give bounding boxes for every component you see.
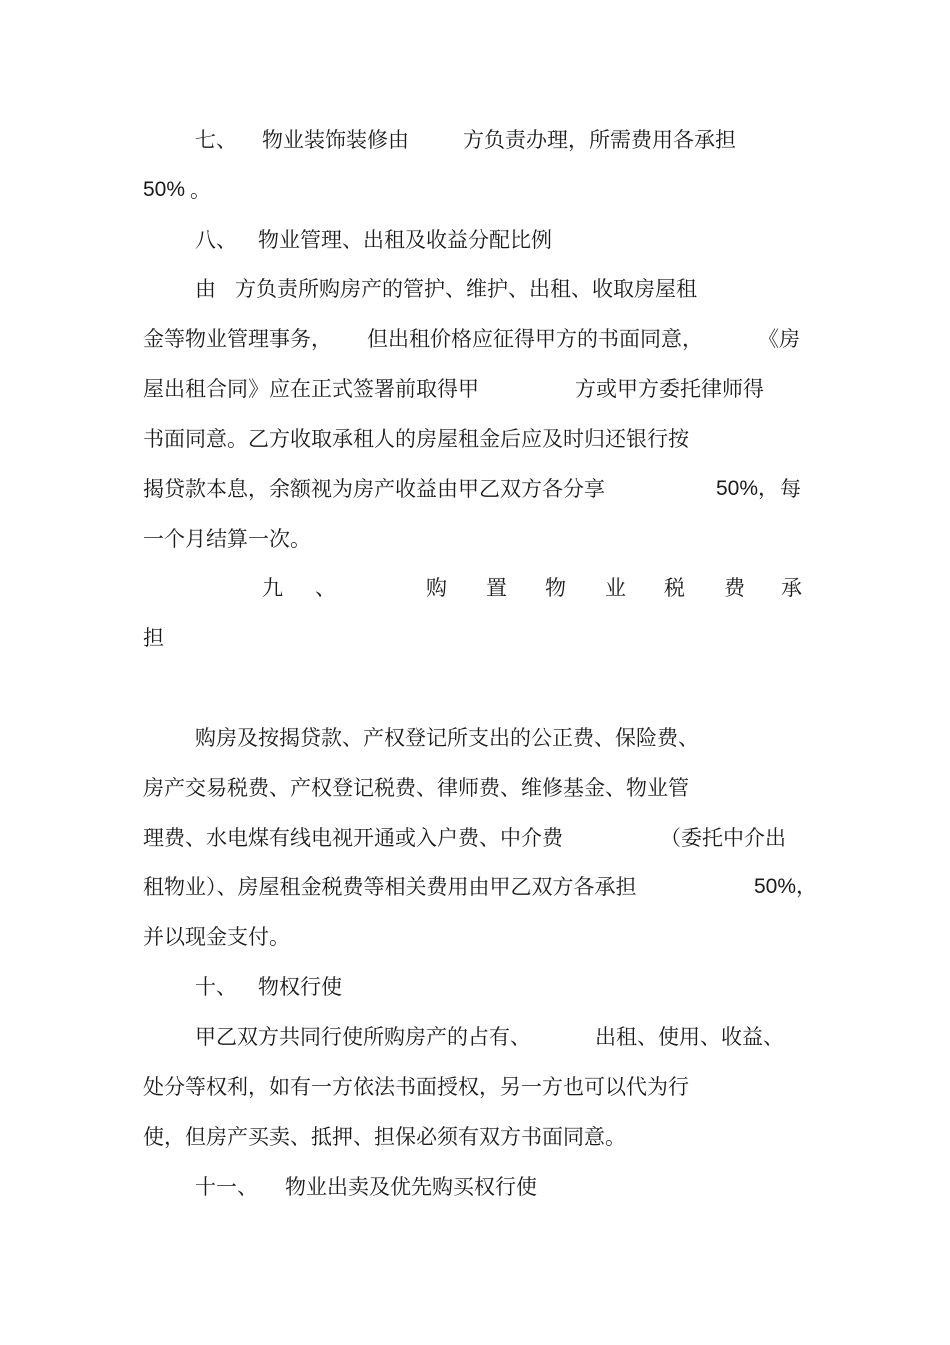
section-heading bbox=[0, 568, 950, 608]
section-number: 九 bbox=[262, 576, 283, 600]
heading-char: 置 bbox=[486, 576, 507, 600]
paragraph-line bbox=[0, 319, 950, 359]
text-run: 一个月结算一次。 bbox=[143, 527, 311, 551]
text-run: 方负责所购房产的管护、维护、出租、收取房屋租 bbox=[235, 277, 697, 301]
text-run: 租物业）、房屋租金税费等相关费用由甲乙双方各承担 bbox=[143, 875, 637, 899]
paragraph-line bbox=[0, 718, 950, 758]
section-title: 物业管理、出租及收益分配比例 bbox=[258, 228, 552, 252]
paragraph-line bbox=[0, 120, 950, 160]
paragraph-line bbox=[0, 469, 950, 509]
text-run: 出租、使用、收益、 bbox=[595, 1025, 784, 1049]
text-run: 书面同意。乙方收取承租人的房屋租金后应及时归还银行按 bbox=[143, 427, 689, 451]
paragraph-line bbox=[0, 1017, 950, 1057]
text-run: 揭贷款本息，余额视为房产收益由甲乙双方各分享 bbox=[143, 477, 605, 501]
heading-char: 购 bbox=[426, 576, 447, 600]
section-heading-continuation bbox=[0, 618, 950, 658]
section-number: 八、 bbox=[195, 228, 237, 252]
heading-char: 费 bbox=[724, 576, 745, 600]
heading-char: 担 bbox=[143, 626, 164, 650]
heading-char: 税 bbox=[664, 576, 685, 600]
section-number: 十、 bbox=[195, 975, 237, 999]
text-run: 房产交易税费、产权登记税费、律师费、维修基金、物业管 bbox=[143, 776, 689, 800]
text-run: 由 bbox=[195, 277, 216, 301]
text-run: 并以现金支付。 bbox=[143, 925, 290, 949]
paragraph-line bbox=[0, 170, 950, 210]
paragraph-line bbox=[0, 768, 950, 808]
section-heading bbox=[0, 967, 950, 1007]
text-run: 使，但房产买卖、抵押、担保必须有双方书面同意。 bbox=[143, 1125, 626, 1149]
percentage-value: 50%， bbox=[716, 477, 780, 500]
text-run: 方或甲方委托律师得 bbox=[575, 377, 764, 401]
section-heading bbox=[0, 220, 950, 260]
paragraph-line bbox=[0, 419, 950, 459]
text-run: 理费、水电煤有线电视开通或入户费、中介费 bbox=[143, 826, 563, 850]
heading-char: 、 bbox=[315, 576, 336, 600]
paragraph-line bbox=[0, 1067, 950, 1107]
section-number: 七、 bbox=[195, 128, 237, 152]
text-run: 。 bbox=[190, 178, 211, 202]
heading-char: 承 bbox=[781, 576, 802, 600]
text-run: 方负责办理，所需费用各承担 bbox=[463, 128, 736, 152]
section-title: 物权行使 bbox=[258, 975, 342, 999]
text-run: 屋出租合同》应在正式签署前取得甲 bbox=[143, 377, 479, 401]
paragraph-line bbox=[0, 818, 950, 858]
paragraph-line bbox=[0, 917, 950, 957]
heading-char: 物 bbox=[545, 576, 566, 600]
paragraph-line bbox=[0, 369, 950, 409]
heading-char: 业 bbox=[605, 576, 626, 600]
section-heading bbox=[0, 1167, 950, 1207]
text-run: （委托中介出 bbox=[660, 826, 786, 850]
paragraph-line bbox=[0, 1117, 950, 1157]
section-number: 十一、 bbox=[195, 1175, 258, 1199]
text-run: 购房及按揭贷款、产权登记所支出的公正费、保险费、 bbox=[195, 726, 699, 750]
percentage-value: 50%， bbox=[754, 875, 818, 898]
text-run: 每 bbox=[780, 477, 801, 501]
text-run: 金等物业管理事务， bbox=[143, 327, 332, 351]
section-title: 物业出卖及优先购买权行使 bbox=[285, 1175, 537, 1199]
percentage-value: 50% bbox=[143, 178, 186, 201]
text-run: 甲乙双方共同行使所购房产的占有、 bbox=[195, 1025, 531, 1049]
text-run: 但出租价格应征得甲方的书面同意， bbox=[367, 327, 703, 351]
paragraph-line bbox=[0, 519, 950, 559]
text-run: 《房 bbox=[758, 327, 800, 351]
paragraph-line bbox=[0, 269, 950, 309]
text-run: 处分等权利，如有一方依法书面授权，另一方也可以代为行 bbox=[143, 1075, 689, 1099]
paragraph-line bbox=[0, 867, 950, 907]
text-run: 物业装饰装修由 bbox=[262, 128, 409, 152]
